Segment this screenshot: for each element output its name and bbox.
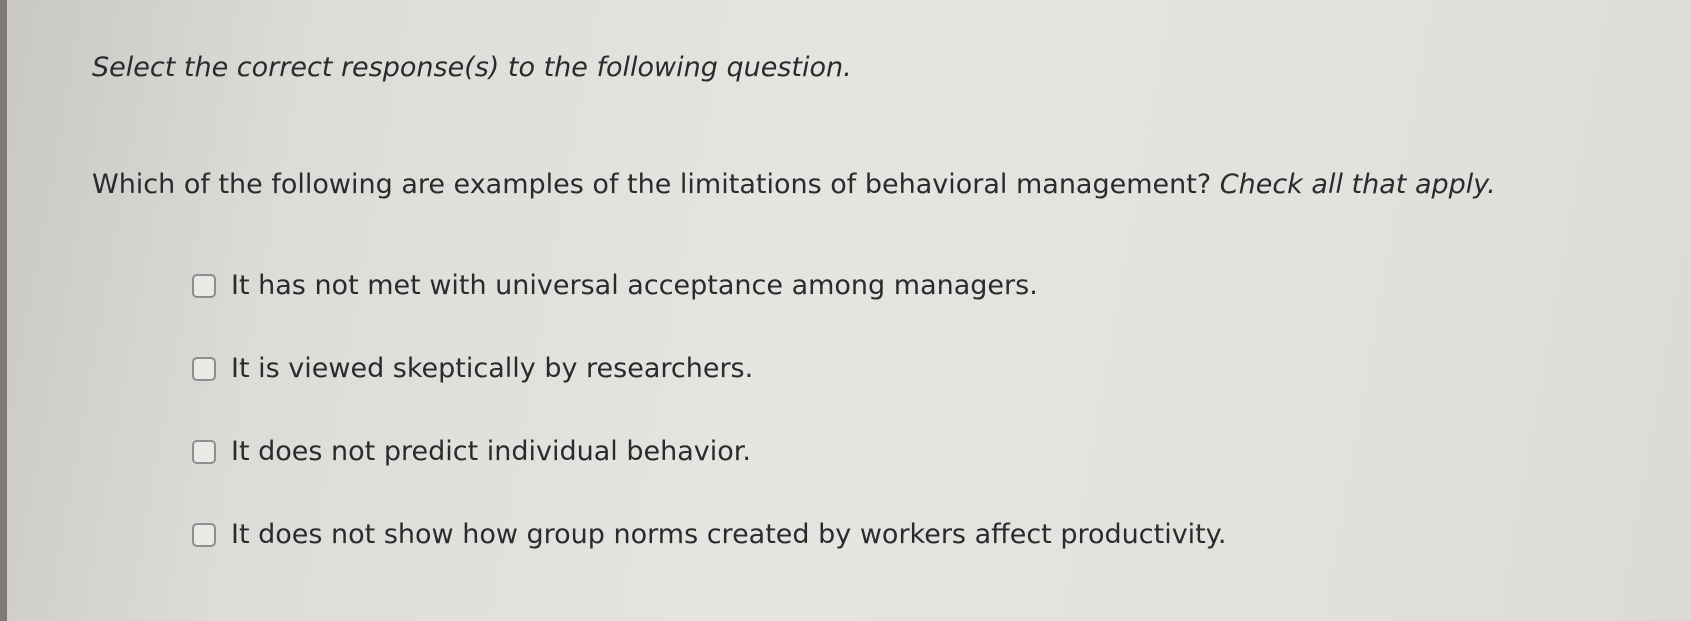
screen-left-edge	[0, 0, 7, 621]
checkbox[interactable]	[192, 440, 216, 464]
checkbox[interactable]	[192, 357, 216, 381]
question-prompt	[92, 169, 1496, 200]
answer-option-label: It has not met with universal acceptance among managers.	[231, 270, 1038, 301]
question-text: Which of the following are examples of the limitations of behavioral management?	[92, 169, 1212, 200]
answer-option-3[interactable]	[192, 436, 751, 467]
checkbox[interactable]	[192, 523, 216, 547]
checkbox[interactable]	[192, 274, 216, 298]
answer-option-1[interactable]	[192, 270, 1038, 301]
answer-option-4[interactable]	[192, 519, 1226, 550]
instruction-text: Select the correct response(s) to the following question.	[92, 52, 852, 83]
answer-option-label: It does not predict individual behavior.	[231, 436, 751, 467]
question-emphasis: Check all that apply.	[1219, 169, 1496, 200]
answer-option-2[interactable]	[192, 353, 753, 384]
answer-option-label: It is viewed skeptically by researchers.	[231, 353, 754, 384]
answer-option-label: It does not show how group norms created by workers affect productivity.	[231, 519, 1227, 550]
